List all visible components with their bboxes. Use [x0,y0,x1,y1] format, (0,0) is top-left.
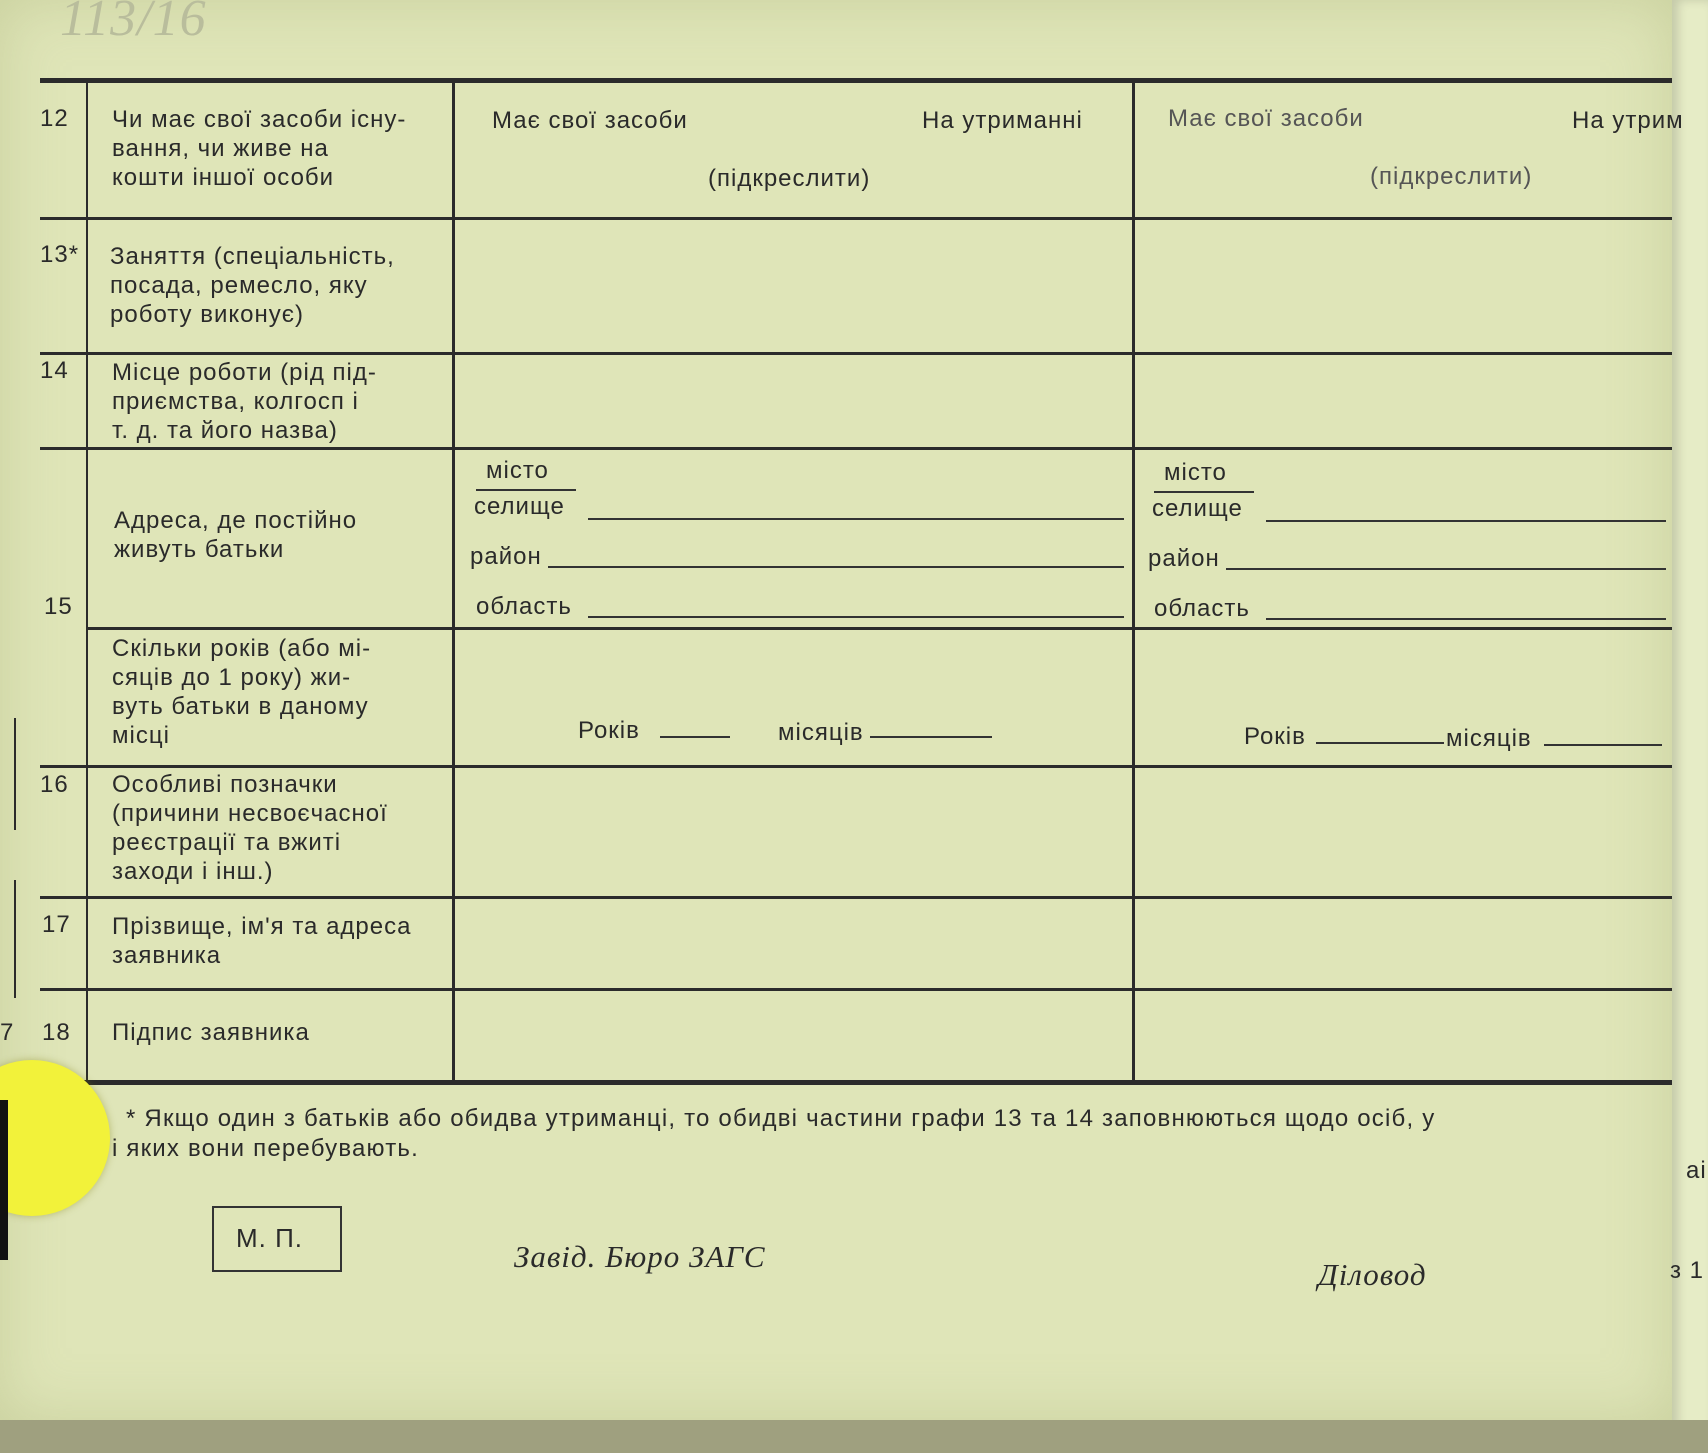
village-label-left: селище [474,493,565,520]
handwritten-number: 113/16 [60,0,207,47]
label-occupation: Заняття (спеціальність, [110,243,395,270]
label-parents-address: Адреса, де постійно [114,507,358,534]
own-means-option-left[interactable]: Має свої засоби [492,107,688,134]
years-field-left[interactable] [660,736,730,738]
number-column-line [86,82,88,1082]
label-workplace: Місце роботи (рід під- [112,359,377,386]
bottom-double-rule [40,1080,1672,1085]
region-label-left: область [476,593,572,620]
label-parents-address: живуть батьки [114,536,285,563]
city-underline-right [1154,491,1254,493]
years-label-right: Років [1244,723,1306,750]
village-label-right: селище [1152,495,1243,522]
edge-mark-right-a: аі [1686,1157,1707,1184]
row-number-14: 14 [40,357,69,384]
region-field-left[interactable] [588,616,1124,618]
label-special-notes: реєстрації та вжиті [112,829,342,856]
district-field-right[interactable] [1226,568,1666,570]
months-label-right: місяців [1446,725,1532,752]
value-column-divider [1132,82,1135,1082]
clerk-signature-label: Діловод [1318,1257,1427,1292]
edge-mark-right-b: з 1 [1670,1257,1705,1284]
underline-instruction-left: (підкреслити) [708,165,871,192]
footnote-line-2: і яких вони перебувають. [112,1135,419,1162]
label-workplace: т. д. та його назва) [112,417,338,444]
own-means-option-right[interactable]: Має свої засоби [1168,105,1364,132]
years-field-right[interactable] [1316,742,1444,744]
label-special-notes: заходи і інш.) [112,858,274,885]
label-applicant-name-address: заявника [112,942,222,969]
city-label-left: місто [486,457,549,484]
rule-line [40,765,1672,768]
label-occupation: роботу виконує) [110,301,304,328]
village-field-left[interactable] [588,518,1124,520]
stamp-placeholder: М. П. [236,1223,304,1253]
label-workplace: приємства, колгосп і [112,388,359,415]
months-field-right[interactable] [1544,744,1662,746]
village-field-right[interactable] [1266,520,1666,522]
label-special-notes: Особливі позначки [112,771,338,798]
city-label-right: місто [1164,459,1227,486]
years-label-left: Років [578,717,640,744]
row-number-12: 12 [40,105,69,132]
top-double-rule [40,78,1672,83]
left-edge-line [14,718,16,830]
district-label-right: район [1148,545,1220,572]
dependent-option-right[interactable]: На утрим [1572,107,1684,134]
label-column-line [452,82,455,1082]
region-label-right: область [1154,595,1250,622]
row-number-15: 15 [44,593,73,620]
district-field-left[interactable] [548,566,1124,568]
rule-line [40,352,1672,355]
rule-line [40,447,1672,450]
rule-line [40,896,1672,899]
dependent-option-left[interactable]: На утриманні [922,107,1083,134]
city-underline-left [476,489,576,491]
region-field-right[interactable] [1266,618,1666,620]
row-number-18: 18 [42,1019,71,1046]
label-years-at-address: місці [112,722,170,749]
rule-line [40,988,1672,991]
rule-line [88,627,1672,630]
footnote-line-1: * Якщо один з батьків або обидва утриманці, то обидві частини графи 13 та 14 заповнюються щодо осіб, у [126,1105,1436,1132]
label-years-at-address: вуть батьки в даному [112,693,369,720]
head-of-registry-office: Завід. Бюро ЗАГС [514,1239,766,1274]
label-special-notes: (причини несвоєчасної [112,800,388,827]
row-number-13: 13* [40,241,80,268]
label-means-of-living: вання, чи живе на [112,135,329,162]
district-label-left: район [470,543,542,570]
rule-line [40,217,1672,220]
months-label-left: місяців [778,719,864,746]
label-years-at-address: Скільки років (або мі- [112,635,372,662]
left-edge-line [14,880,16,998]
label-means-of-living: Чи має свої засоби існу- [112,106,407,133]
label-applicant-name-address: Прізвище, ім'я та адреса [112,913,412,940]
underline-instruction-right: (підкреслити) [1370,163,1533,190]
edge-mark-7: 7 [0,1019,15,1046]
months-field-left[interactable] [870,736,992,738]
label-applicant-signature: Підпис заявника [112,1019,310,1046]
row-number-16: 16 [40,771,69,798]
label-means-of-living: кошти іншої особи [112,164,335,191]
row-number-17: 17 [42,911,71,938]
black-tab [0,1100,8,1260]
underlying-sheet [1672,0,1708,1453]
label-years-at-address: сяців до 1 року) жи- [112,664,352,691]
label-occupation: посада, ремесло, яку [110,272,368,299]
bottom-shadow [0,1420,1708,1453]
